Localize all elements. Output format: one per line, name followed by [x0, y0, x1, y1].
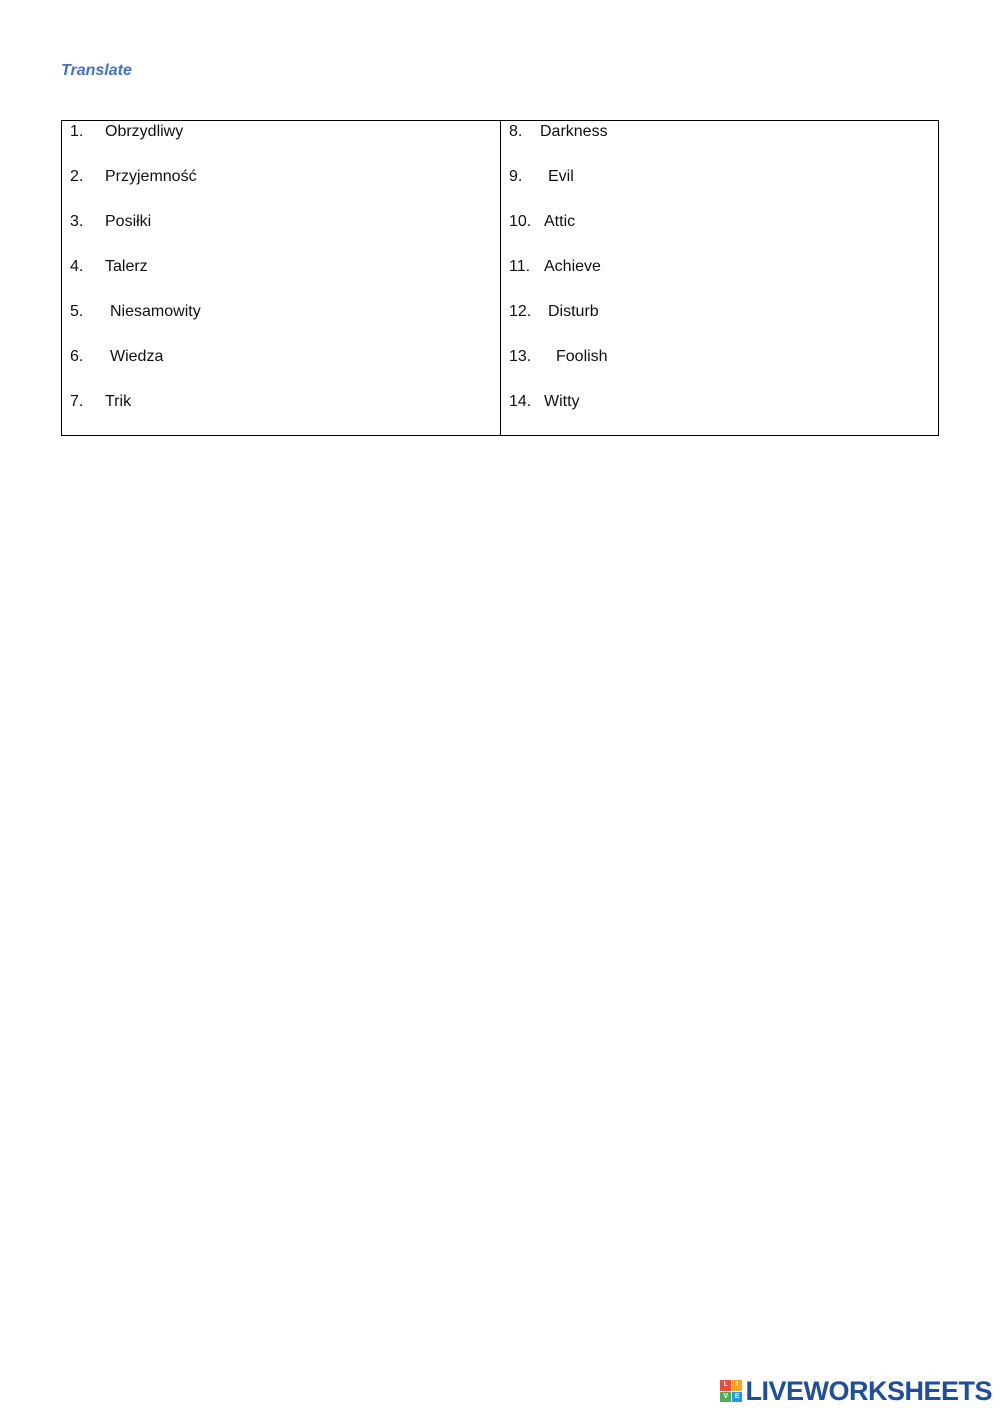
item-word: Disturb	[548, 303, 599, 320]
item-number: 4.	[70, 258, 84, 275]
item-number: 6.	[70, 348, 84, 365]
item-word: Foolish	[556, 348, 608, 365]
item-number: 3.	[70, 213, 84, 230]
item-word: Achieve	[544, 258, 601, 275]
item-word: Wiedza	[110, 348, 164, 365]
item-number: 9.	[509, 168, 523, 185]
liveworksheets-logo	[720, 1377, 992, 1405]
item-word: Witty	[544, 393, 580, 410]
item-number: 7.	[70, 393, 84, 410]
logo-mark-tile: I	[732, 1380, 743, 1391]
logo-mark-icon	[720, 1380, 742, 1402]
english-words-column	[501, 121, 938, 435]
polish-words-column	[62, 121, 501, 435]
item-number: 10.	[509, 213, 532, 230]
item-number: 13.	[509, 348, 532, 365]
item-number: 8.	[509, 123, 523, 140]
item-word: Obrzydliwy	[105, 123, 184, 140]
item-number: 5.	[70, 303, 84, 320]
logo-text: LIVEWORKSHEETS	[745, 1375, 992, 1406]
logo-mark-tile: V	[720, 1392, 731, 1403]
item-word: Przyjemność	[105, 168, 197, 185]
item-word: Darkness	[540, 123, 608, 140]
item-word: Attic	[544, 213, 576, 230]
item-number: 12.	[509, 303, 532, 320]
item-word: Talerz	[105, 258, 148, 275]
vocabulary-table	[61, 120, 939, 436]
item-number: 14.	[509, 393, 532, 410]
worksheet-heading: Translate	[61, 62, 132, 79]
item-word: Evil	[548, 168, 574, 185]
item-word: Niesamowity	[110, 303, 201, 320]
item-word: Posiłki	[105, 213, 152, 230]
logo-mark-tile: E	[732, 1392, 743, 1403]
item-number: 1.	[70, 123, 84, 140]
item-number: 11.	[509, 258, 531, 275]
logo-mark-tile: L	[720, 1380, 731, 1391]
item-number: 2.	[70, 168, 84, 185]
item-word: Trik	[105, 393, 132, 410]
